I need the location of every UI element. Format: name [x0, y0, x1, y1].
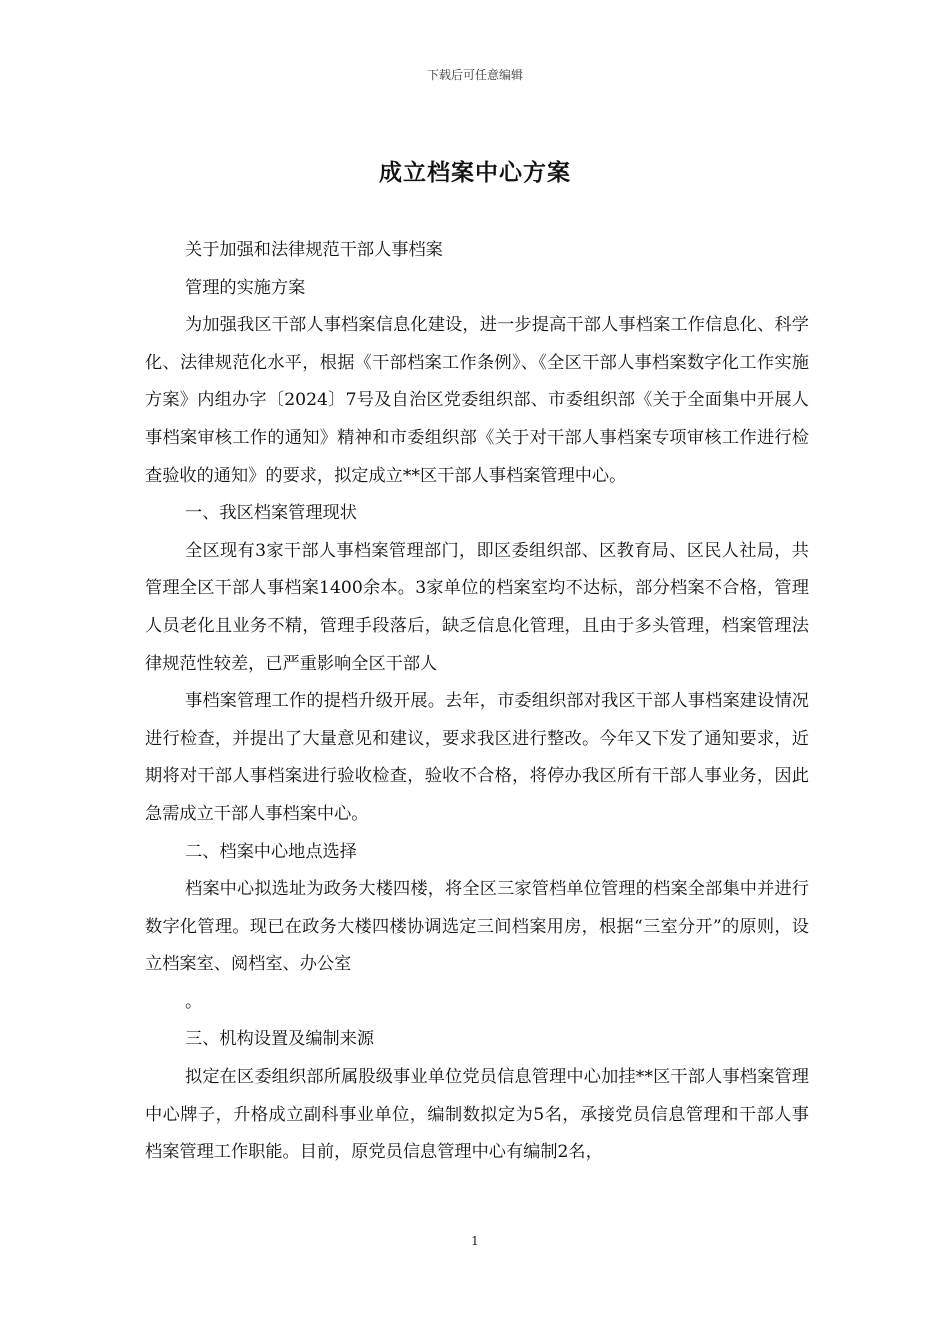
- paragraph-current-status-continued: 事档案管理工作的提档升级开展。去年，市委组织部对我区干部人事档案建设情况进行检查，并提出了大量意见和建议，要求我区进行整改。今年又下发了通知要求，近期将对干部人事档案进行验收检查，验收不合格，将停办我区所有干部人事业务，因此急需成立干部人事档案中心。: [145, 691, 809, 824]
- paragraph-subtitle-line-1: 关于加强和法律规范干部人事档案: [185, 240, 443, 260]
- document-body: [145, 232, 809, 1172]
- paragraph-location: 档案中心拟选址为政务大楼四楼，将全区三家管档单位管理的档案全部集中并进行数字化管理。现已在政务大楼四楼协调选定三间档案用房，根据“三室分开”的原则，设立档案室、阅档室、办公室: [145, 879, 809, 975]
- paragraph-introduction: 为加强我区干部人事档案信息化建设，进一步提高干部人事档案工作信息化、科学化、法律规范化水平，根据《干部档案工作条例》、《全区干部人事档案数字化工作实施方案》内组办字〔2024〕7号及自治区党委组织部、市委组织部《关于全面集中开展人事档案审核工作的通知》精神和市委组织部《关于对干部人事档案专项审核工作进行检查验收的通知》的要求，拟定成立**区干部人事档案管理中心。: [145, 315, 809, 486]
- section-heading-2: 二、档案中心地点选择: [185, 841, 357, 862]
- section-heading-1: 一、我区档案管理现状: [185, 503, 357, 524]
- paragraph-subtitle-line-2: 管理的实施方案: [185, 277, 306, 298]
- page-number: 1: [471, 1234, 479, 1248]
- paragraph-organization: 拟定在区委组织部所属股级事业单位党员信息管理中心加挂**区干部人事档案管理中心牌子，升格成立副科事业单位，编制数拟定为5名，承接党员信息管理和干部人事档案管理工作职能。目前，原党员信息管理中心有编制2名，: [145, 1067, 809, 1163]
- section-heading-3: 三、机构设置及编制来源: [185, 1029, 375, 1050]
- paragraph-orphan-period: 。: [185, 991, 203, 1012]
- paragraph-current-status: 全区现有3家干部人事档案管理部门，即区委组织部、区教育局、区民人社局，共管理全区干部人事档案1400余本。3家单位的档案室均不达标，部分档案不合格，管理人员老化且业务不精，管理手段落后，缺乏信息化管理，且由于多头管理，档案管理法律规范性较差，已严重影响全区干部人: [145, 540, 809, 674]
- document-title: 成立档案中心方案: [379, 160, 571, 186]
- header-note: 下载后可任意编辑: [426, 68, 523, 82]
